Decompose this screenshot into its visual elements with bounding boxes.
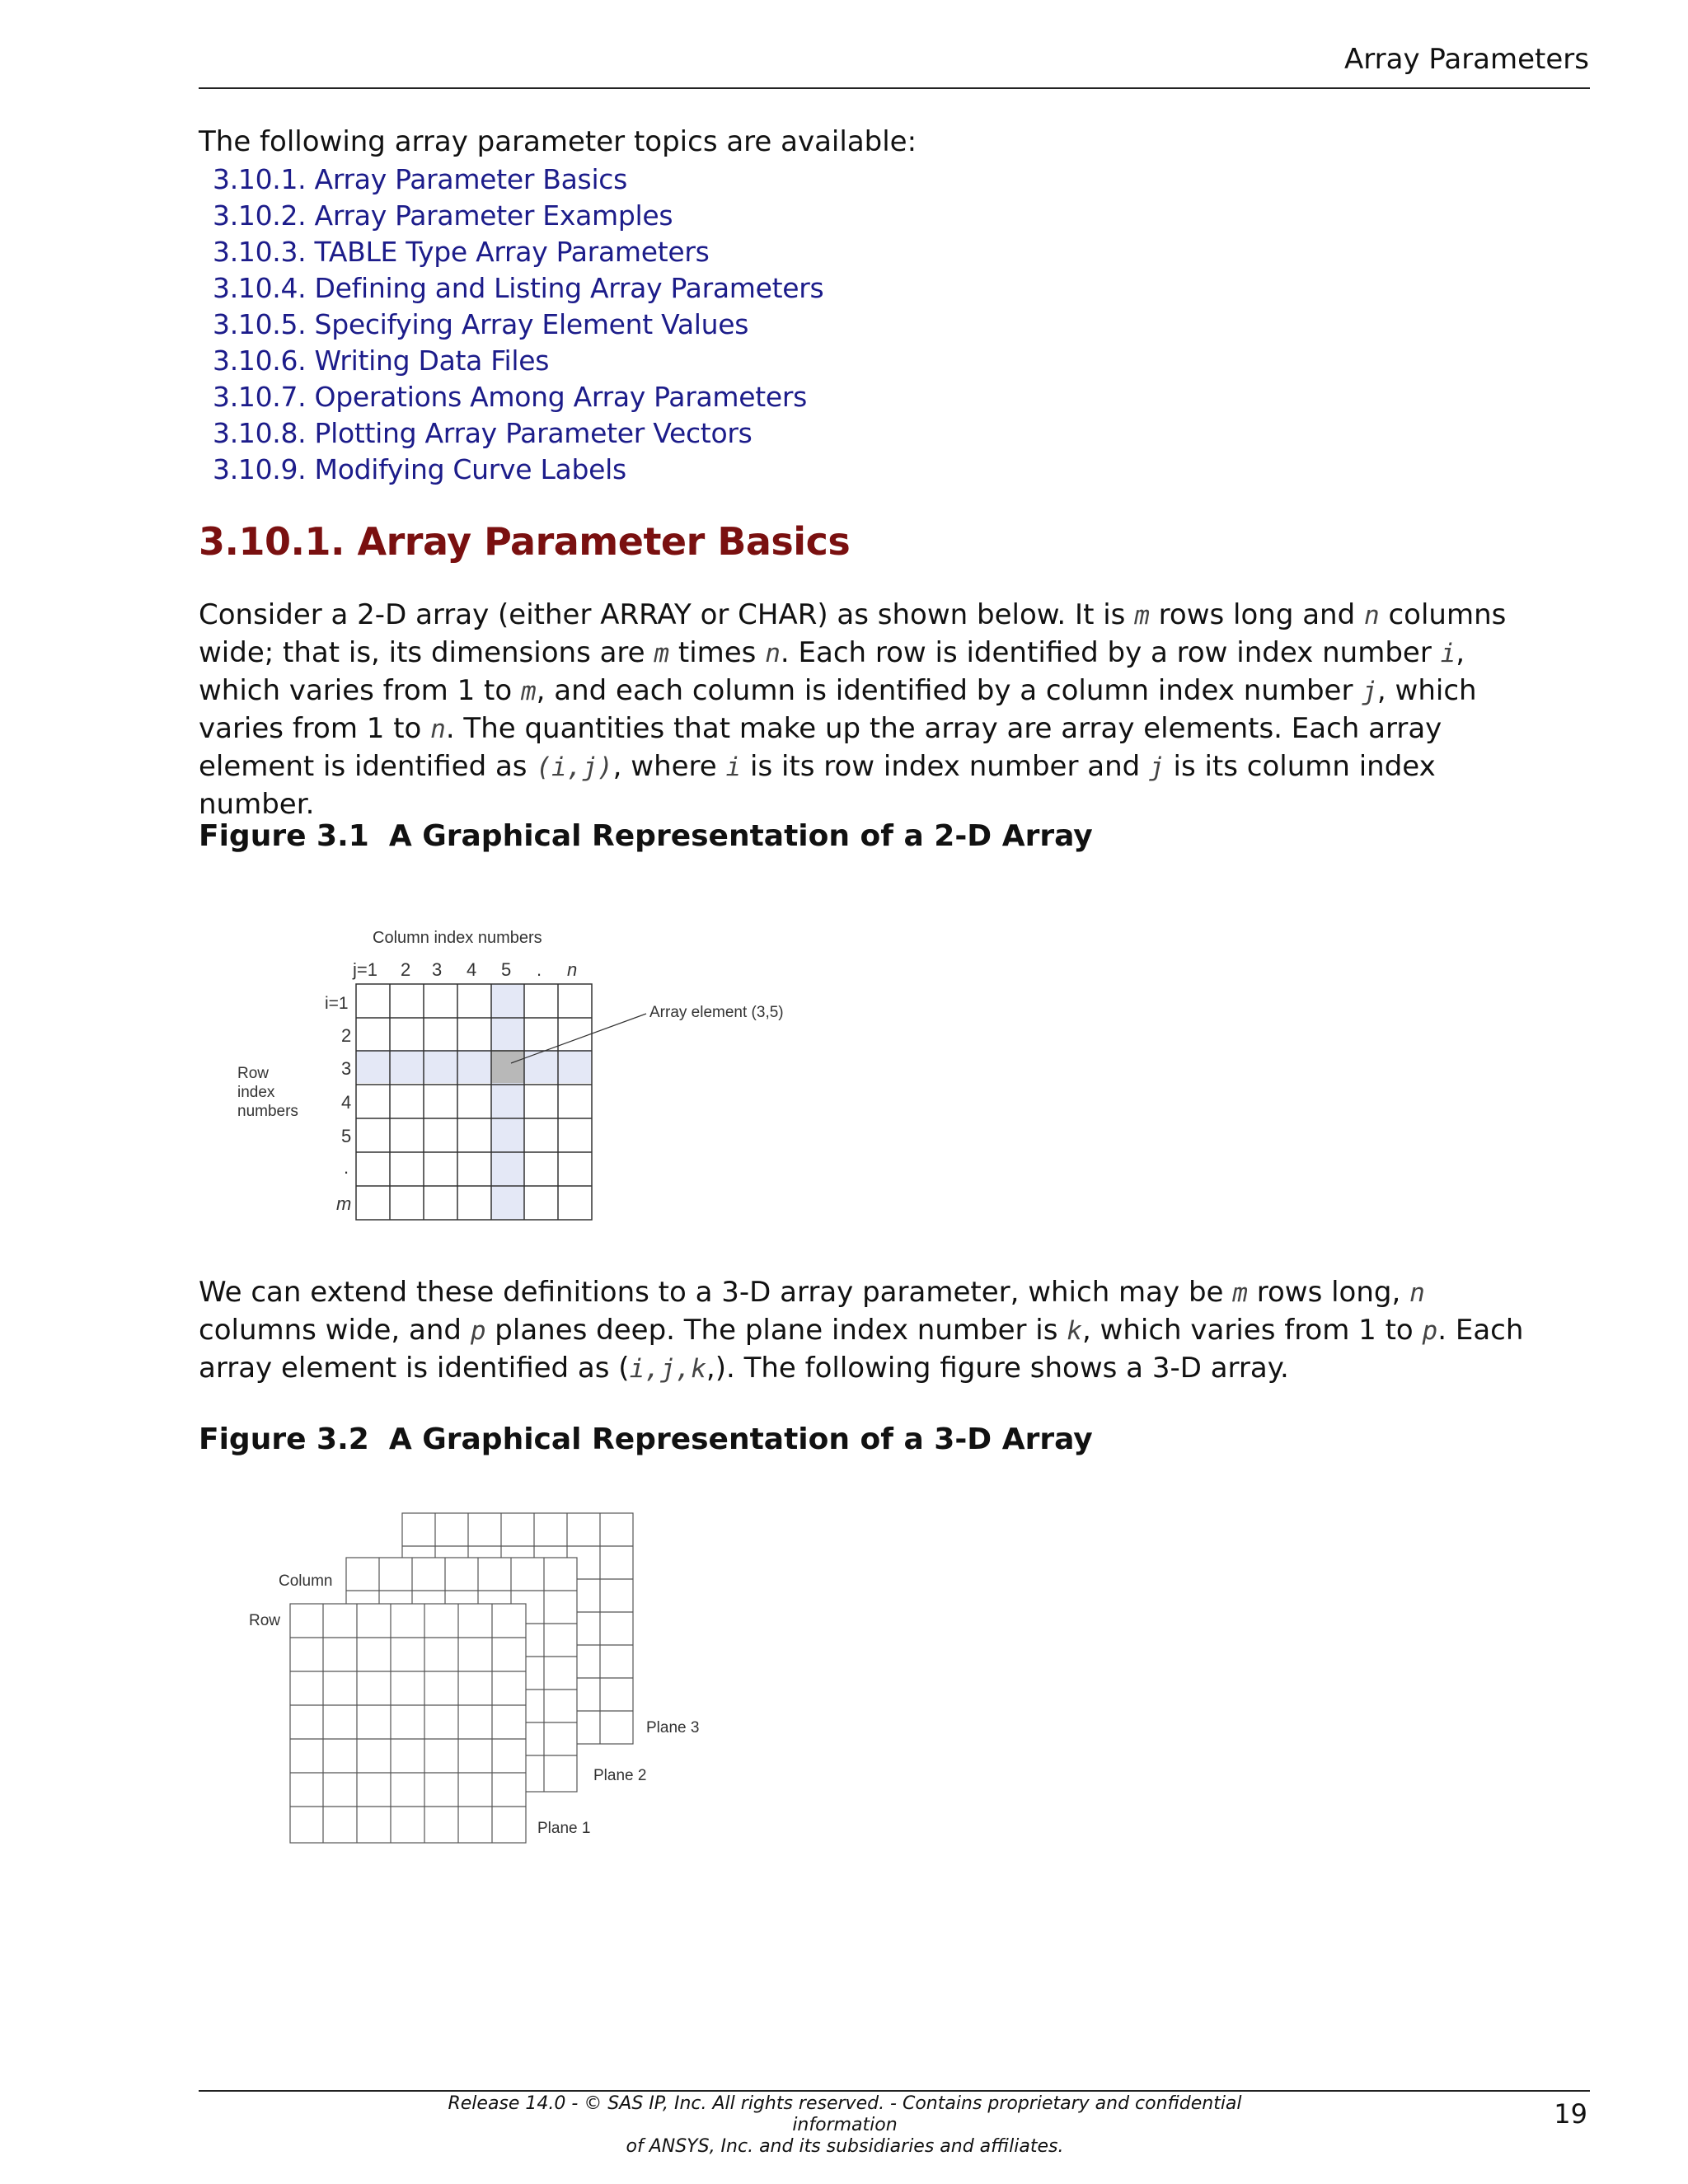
- col-tick: 3: [432, 959, 443, 980]
- col-tick: n: [567, 959, 578, 980]
- var-ij: (i,j): [536, 752, 613, 782]
- col-tick: 4: [467, 959, 477, 980]
- figure-2-title: A Graphical Representation of a 3-D Array: [388, 1422, 1093, 1456]
- toc-item[interactable]: [213, 198, 823, 234]
- intro-text: The following array parameter topics are available:: [199, 125, 917, 158]
- var-m: m: [1134, 601, 1150, 630]
- var-m: m: [654, 639, 670, 668]
- toc-item[interactable]: [213, 343, 823, 379]
- row-index-label: Row: [237, 1065, 270, 1082]
- running-header: Array Parameters: [1344, 43, 1589, 76]
- plane-1-grid: [290, 1604, 526, 1843]
- toc-link-3-10-7[interactable]: 3.10.7. Operations Among Array Parameters: [213, 381, 808, 413]
- var-k: k: [1067, 1316, 1082, 1346]
- array-element-3-5: [491, 1050, 524, 1083]
- text-run: is its row index number and: [741, 750, 1150, 783]
- column-label: Column: [279, 1572, 333, 1590]
- text-run: , and each column is identified by a column index number: [536, 674, 1362, 707]
- highlight-column-5: [491, 984, 524, 1220]
- topic-list: [213, 162, 823, 488]
- toc-item[interactable]: [213, 415, 823, 452]
- text-run: rows long and: [1149, 598, 1364, 631]
- text-run: rows long,: [1247, 1276, 1410, 1309]
- text-run: . Each row is identified by a row index number: [780, 636, 1441, 669]
- row-tick: .: [344, 1157, 349, 1178]
- var-n: n: [430, 715, 446, 744]
- row-tick: i=1: [325, 994, 349, 1013]
- text-run: columns wide; that is, its dimensions are: [199, 598, 1507, 669]
- text-run: planes deep. The plane index number is: [485, 1314, 1067, 1347]
- text-run: , which varies from 1 to: [199, 674, 1477, 745]
- footer-line-1: Release 14.0 - © SAS IP, Inc. All rights reserved. - Contains proprietary and confidential information: [448, 2093, 1242, 2135]
- row-tick: 2: [341, 1025, 352, 1046]
- text-run: is its column index number.: [199, 750, 1436, 821]
- row-index-label: index: [237, 1084, 275, 1101]
- section-title: 3.10.1. Array Parameter Basics: [199, 519, 851, 564]
- footer-rule: [199, 2090, 1590, 2092]
- figure-1-number: Figure 3.1: [199, 819, 369, 853]
- plane-3-label: Plane 3: [646, 1719, 700, 1736]
- figure-1-caption: [199, 819, 1093, 853]
- text-run: times: [669, 636, 766, 669]
- array-grid: [356, 984, 592, 1220]
- var-ijk: i,j,k: [629, 1354, 706, 1384]
- header-rule: [199, 87, 1590, 89]
- plane-2-label: Plane 2: [593, 1767, 647, 1784]
- toc-link-3-10-4[interactable]: 3.10.4. Defining and Listing Array Parameters: [213, 272, 824, 304]
- var-i: i: [725, 752, 742, 782]
- text-run: , where: [612, 750, 726, 783]
- paragraph-2d-array: [199, 597, 1550, 823]
- var-p: p: [470, 1316, 486, 1346]
- row-index-label: numbers: [237, 1103, 298, 1120]
- text-run: Consider a 2-D array (either ARRAY or CHAR) as shown below. It is: [199, 598, 1135, 631]
- var-n: n: [1409, 1278, 1425, 1308]
- paragraph-3d-array: [199, 1274, 1550, 1388]
- footer-legal: [429, 2093, 1261, 2158]
- toc-item[interactable]: [213, 270, 823, 307]
- highlight-row-3: [356, 1050, 592, 1083]
- toc-link-3-10-1[interactable]: 3.10.1. Array Parameter Basics: [213, 163, 628, 195]
- footer-line-2: of ANSYS, Inc. and its subsidiaries and affiliates.: [626, 2136, 1064, 2157]
- var-n: n: [765, 639, 781, 668]
- page-number: 19: [1554, 2098, 1587, 2130]
- var-m: m: [1232, 1278, 1248, 1308]
- figure-2d-array-diagram: [214, 915, 841, 1244]
- row-tick: 3: [341, 1058, 352, 1079]
- col-tick: 2: [401, 959, 411, 980]
- text-run: . The quantities that make up the array are array elements. Each array element is identified as: [199, 712, 1442, 783]
- toc-link-3-10-5[interactable]: 3.10.5. Specifying Array Element Values: [213, 308, 749, 340]
- toc-item[interactable]: [213, 452, 823, 488]
- figure-2-number: Figure 3.2: [199, 1422, 369, 1456]
- toc-link-3-10-9[interactable]: 3.10.9. Modifying Curve Labels: [213, 453, 626, 485]
- row-tick: 4: [341, 1092, 352, 1113]
- var-j: j: [1362, 677, 1377, 706]
- toc-item[interactable]: [213, 234, 823, 270]
- figure-3d-array-diagram: [231, 1500, 758, 1846]
- toc-link-3-10-2[interactable]: 3.10.2. Array Parameter Examples: [213, 199, 673, 232]
- col-tick: j=1: [353, 959, 377, 980]
- var-m: m: [520, 677, 537, 706]
- array-element-label: Array element (3,5): [649, 1004, 784, 1021]
- var-j: j: [1149, 752, 1165, 782]
- row-tick: m: [336, 1193, 352, 1214]
- var-p: p: [1422, 1316, 1438, 1346]
- text-run: ,). The following figure shows a 3-D array.: [706, 1352, 1289, 1385]
- text-run: . Each array element is identified as (: [199, 1314, 1524, 1385]
- toc-item[interactable]: [213, 307, 823, 343]
- var-n: n: [1364, 601, 1380, 630]
- col-tick: 5: [501, 959, 512, 980]
- toc-item[interactable]: [213, 162, 823, 198]
- text-run: We can extend these definitions to a 3-D array parameter, which may be: [199, 1276, 1233, 1309]
- column-index-label: Column index numbers: [373, 929, 542, 947]
- col-tick: .: [537, 959, 542, 980]
- text-run: , which varies from 1 to: [199, 636, 1465, 707]
- toc-item[interactable]: [213, 379, 823, 415]
- plane-1-label: Plane 1: [537, 1820, 591, 1837]
- var-i: i: [1440, 639, 1456, 668]
- figure-2-caption: [199, 1422, 1093, 1456]
- toc-link-3-10-6[interactable]: 3.10.6. Writing Data Files: [213, 344, 550, 377]
- text-run: columns wide, and: [199, 1314, 471, 1347]
- figure-1-title: A Graphical Representation of a 2-D Array: [388, 819, 1093, 853]
- toc-link-3-10-3[interactable]: 3.10.3. TABLE Type Array Parameters: [213, 236, 710, 268]
- text-run: , which varies from 1 to: [1081, 1314, 1423, 1347]
- row-label: Row: [249, 1612, 281, 1629]
- toc-link-3-10-8[interactable]: 3.10.8. Plotting Array Parameter Vectors: [213, 417, 753, 449]
- row-tick: 5: [341, 1126, 352, 1146]
